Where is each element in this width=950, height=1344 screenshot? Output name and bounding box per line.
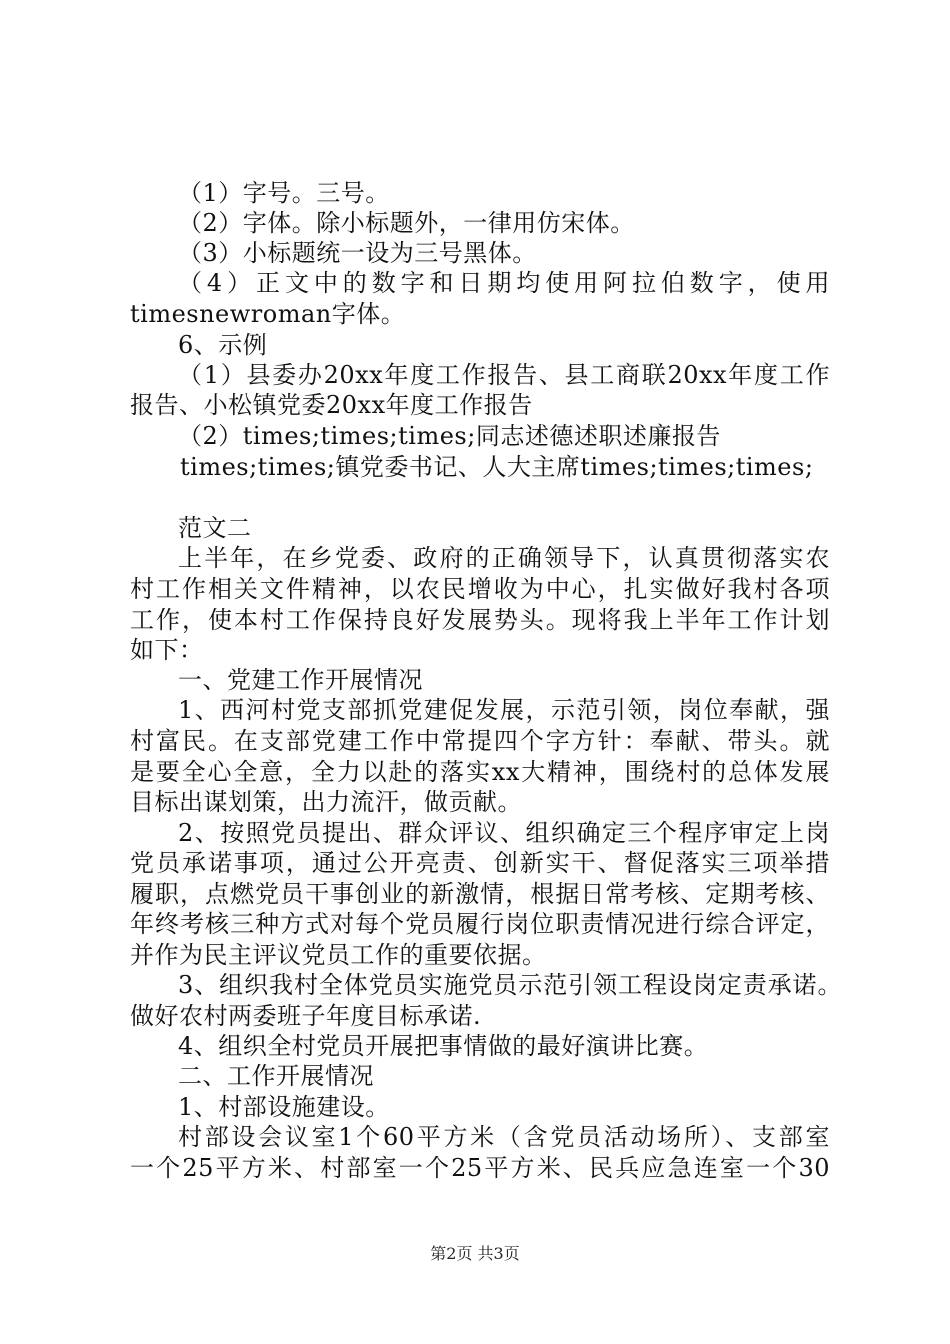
- text-line: 并作为民主评议党员工作的重要依据。: [130, 941, 547, 969]
- section-heading: 6、示例: [178, 331, 268, 359]
- text-line: 一个25平方米、村部室一个25平方米、民兵应急连室一个30: [130, 1154, 830, 1182]
- text-line: 报告、小松镇党委20xx年度工作报告: [130, 391, 533, 419]
- text-line: 村富民。在支部党建工作中常提四个字方针：奉献、带头。就: [130, 727, 830, 755]
- text-line: 1、村部设施建设。: [178, 1093, 390, 1121]
- text-line: （1）县委办20xx年度工作报告、县工商联20xx年度工作: [178, 361, 830, 389]
- text-line: 工作，使本村工作保持良好发展势头。现将我上半年工作计划: [130, 606, 830, 634]
- text-line: 上半年，在乡党委、政府的正确领导下，认真贯彻落实农: [178, 544, 830, 572]
- text-line: timesnewroman字体。: [130, 300, 406, 328]
- text-line: （2）字体。除小标题外，一律用仿宋体。: [178, 209, 635, 237]
- text-line: 做好农村两委班子年度目标承诺.: [130, 1002, 482, 1030]
- text-line: 年终考核三种方式对每个党员履行岗位职责情况进行综合评定，: [130, 910, 830, 938]
- text-line: 3、组织我村全体党员实施党员示范引领工程设岗定责承诺。: [178, 971, 842, 999]
- text-line: 党员承诺事项，通过公开亮责、创新实干、督促落实三项举措: [130, 849, 830, 877]
- text-line: 目标出谋划策，出力流汗，做贡献。: [130, 788, 522, 816]
- text-line: 村部设会议室1个60平方米（含党员活动场所）、支部室: [178, 1123, 830, 1151]
- text-line: （1）字号。三号。: [178, 179, 390, 207]
- section-heading: 一、党建工作开展情况: [178, 666, 423, 694]
- text-line: 2、按照党员提出、群众评议、组织确定三个程序审定上岗: [178, 819, 830, 847]
- text-line: （3）小标题统一设为三号黑体。: [178, 239, 537, 267]
- text-line: 1、西河村党支部抓党建促发展，示范引领，岗位奉献，强: [178, 696, 830, 724]
- text-line: 如下：: [130, 636, 204, 664]
- text-line: 村工作相关文件精神，以农民增收为中心，扎实做好我村各项: [130, 575, 830, 603]
- section-heading: 范文二: [178, 514, 252, 542]
- text-line: 4、组织全村党员开展把事情做的最好演讲比赛。: [178, 1032, 709, 1060]
- text-line: 履职，点燃党员干事创业的新激情，根据日常考核、定期考核、: [130, 880, 830, 908]
- text-line: times;times;镇党委书记、人大主席times;times;times;: [180, 453, 814, 481]
- text-line: （4）正文中的数字和日期均使用阿拉伯数字，使用: [178, 269, 830, 297]
- section-heading: 二、工作开展情况: [178, 1062, 374, 1090]
- text-line: （2）times;times;times;同志述德述职述廉报告: [178, 422, 721, 450]
- text-line: 是要全心全意，全力以赴的落实xx大精神，围绕村的总体发展: [130, 758, 830, 786]
- page-footer: 第2页 共3页: [430, 1244, 520, 1263]
